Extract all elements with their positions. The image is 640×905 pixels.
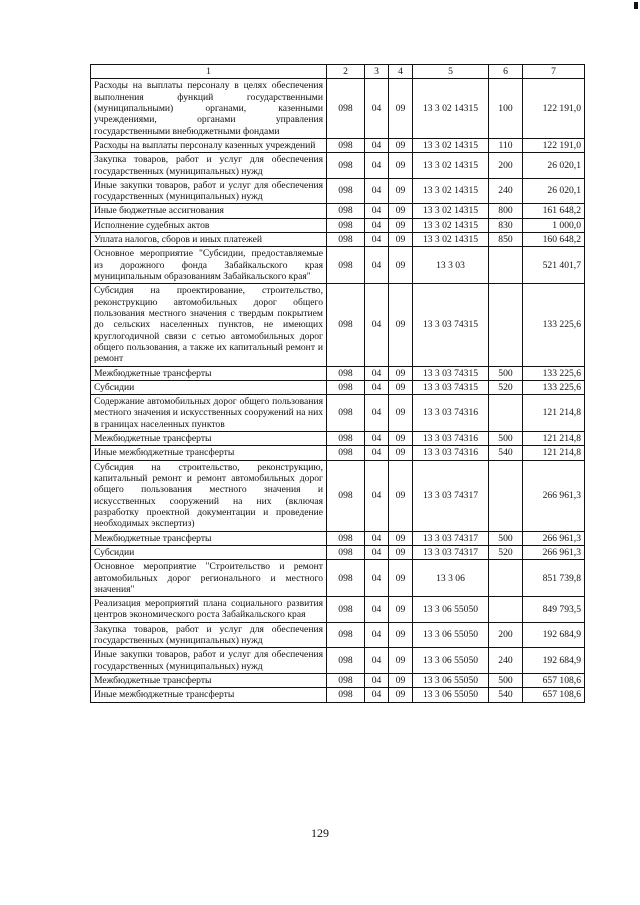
row-name-cell: Иные закупки товаров, работ и услуг для обеспечения государственных (муниципальных) нужд <box>91 648 327 674</box>
row-name-cell: Закупка товаров, работ и услуг для обеспечения государственных (муниципальных) нужд <box>91 153 327 179</box>
code-subsection-cell: 09 <box>389 153 413 179</box>
amount-cell: 1 000,0 <box>523 218 585 232</box>
code-target-cell: 13 3 03 74317 <box>413 460 489 531</box>
code-subsection-cell: 09 <box>389 178 413 204</box>
code-expense-type-cell: 540 <box>489 688 523 702</box>
code-subsection-cell: 09 <box>389 674 413 688</box>
table-row <box>91 178 585 204</box>
code-target-cell: 13 3 06 <box>413 560 489 597</box>
table-row <box>91 545 585 559</box>
amount-cell: 122 191,0 <box>523 79 585 139</box>
code-expense-type-cell: 500 <box>489 432 523 446</box>
table-row <box>91 648 585 674</box>
code-expense-type-cell: 830 <box>489 218 523 232</box>
col-header-1: 1 <box>91 65 327 79</box>
row-name-cell: Содержание автомобильных дорог общего пользования местного значения и искусственных сооружений на них в границах населенных пунктов <box>91 395 327 432</box>
table-row <box>91 597 585 623</box>
code-subsection-cell: 09 <box>389 218 413 232</box>
row-name-cell: Иные закупки товаров, работ и услуг для обеспечения государственных (муниципальных) нужд <box>91 178 327 204</box>
code-expense-type-cell <box>489 560 523 597</box>
amount-cell: 133 225,6 <box>523 284 585 366</box>
code-subsection-cell: 09 <box>389 366 413 380</box>
code-subsection-cell: 09 <box>389 446 413 460</box>
table-row <box>91 380 585 394</box>
amount-cell: 266 961,3 <box>523 531 585 545</box>
code-expense-type-cell <box>489 284 523 366</box>
code-expense-type-cell: 500 <box>489 674 523 688</box>
code-subsection-cell: 09 <box>389 79 413 139</box>
row-name-cell: Межбюджетные трансферты <box>91 432 327 446</box>
code-admin-cell: 098 <box>327 674 365 688</box>
code-section-cell: 04 <box>365 138 389 152</box>
code-target-cell: 13 3 03 74317 <box>413 545 489 559</box>
code-subsection-cell: 09 <box>389 560 413 597</box>
corner-scan-mark <box>634 2 638 9</box>
code-expense-type-cell: 200 <box>489 622 523 648</box>
code-subsection-cell: 09 <box>389 648 413 674</box>
code-subsection-cell: 09 <box>389 204 413 218</box>
code-admin-cell: 098 <box>327 204 365 218</box>
row-name-cell: Межбюджетные трансферты <box>91 366 327 380</box>
code-section-cell: 04 <box>365 560 389 597</box>
code-expense-type-cell: 850 <box>489 233 523 247</box>
page-number: 129 <box>311 826 329 840</box>
code-section-cell: 04 <box>365 648 389 674</box>
row-name-cell: Основное мероприятие "Субсидии, предоставляемые из дорожного фонда Забайкальского края муниципальным образованиям Забайкальского края" <box>91 247 327 284</box>
code-expense-type-cell <box>489 395 523 432</box>
code-admin-cell: 098 <box>327 460 365 531</box>
table-row <box>91 233 585 247</box>
table-row <box>91 79 585 139</box>
code-expense-type-cell: 240 <box>489 648 523 674</box>
code-expense-type-cell: 110 <box>489 138 523 152</box>
code-subsection-cell: 09 <box>389 545 413 559</box>
code-section-cell: 04 <box>365 531 389 545</box>
col-header-5: 5 <box>413 65 489 79</box>
code-admin-cell: 098 <box>327 79 365 139</box>
amount-cell: 266 961,3 <box>523 545 585 559</box>
code-subsection-cell: 09 <box>389 247 413 284</box>
amount-cell: 121 214,8 <box>523 395 585 432</box>
code-expense-type-cell <box>489 247 523 284</box>
amount-cell: 121 214,8 <box>523 446 585 460</box>
code-subsection-cell: 09 <box>389 432 413 446</box>
amount-cell: 521 401,7 <box>523 247 585 284</box>
code-admin-cell: 098 <box>327 380 365 394</box>
code-subsection-cell: 09 <box>389 380 413 394</box>
amount-cell: 657 108,6 <box>523 674 585 688</box>
amount-cell: 26 020,1 <box>523 153 585 179</box>
code-expense-type-cell: 200 <box>489 153 523 179</box>
table-row <box>91 560 585 597</box>
row-name-cell: Субсидия на проектирование, строительство, реконструкцию автомобильных дорог общего пользования местного значения с твердым покрытием до сельских населенных пунктов, не имеющих круглогодичной связи с сетью автомобильных дорог общего пользования, а также их капитальный ремонт и ремонт <box>91 284 327 366</box>
code-subsection-cell: 09 <box>389 395 413 432</box>
code-admin-cell: 098 <box>327 366 365 380</box>
col-header-2: 2 <box>327 65 365 79</box>
row-name-cell: Реализация мероприятий плана социального развития центров экономического роста Забайкальского края <box>91 597 327 623</box>
amount-cell: 266 961,3 <box>523 460 585 531</box>
table-row <box>91 153 585 179</box>
row-name-cell: Межбюджетные трансферты <box>91 531 327 545</box>
code-expense-type-cell: 520 <box>489 545 523 559</box>
code-section-cell: 04 <box>365 366 389 380</box>
row-name-cell: Закупка товаров, работ и услуг для обеспечения государственных (муниципальных) нужд <box>91 622 327 648</box>
code-admin-cell: 098 <box>327 545 365 559</box>
table-row <box>91 531 585 545</box>
col-header-3: 3 <box>365 65 389 79</box>
code-target-cell: 13 3 02 14315 <box>413 153 489 179</box>
table-row <box>91 674 585 688</box>
amount-cell: 849 793,5 <box>523 597 585 623</box>
code-expense-type-cell: 500 <box>489 531 523 545</box>
code-section-cell: 04 <box>365 688 389 702</box>
code-target-cell: 13 3 03 74316 <box>413 395 489 432</box>
row-name-cell: Исполнение судебных актов <box>91 218 327 232</box>
code-target-cell: 13 3 06 55050 <box>413 622 489 648</box>
code-section-cell: 04 <box>365 622 389 648</box>
code-section-cell: 04 <box>365 233 389 247</box>
row-name-cell: Иные межбюджетные трансферты <box>91 446 327 460</box>
code-expense-type-cell <box>489 460 523 531</box>
amount-cell: 121 214,8 <box>523 432 585 446</box>
header-row <box>91 65 585 79</box>
row-name-cell: Межбюджетные трансферты <box>91 674 327 688</box>
code-section-cell: 04 <box>365 284 389 366</box>
row-name-cell: Субсидия на строительство, реконструкцию, капитальный ремонт и ремонт автомобильных дорог общего пользования местного значения и искусственных сооружений на них (включая разработку проектной документации и проведение необходимых экспертиз) <box>91 460 327 531</box>
code-subsection-cell: 09 <box>389 460 413 531</box>
code-expense-type-cell: 240 <box>489 178 523 204</box>
code-admin-cell: 098 <box>327 218 365 232</box>
code-admin-cell: 098 <box>327 560 365 597</box>
code-expense-type-cell: 540 <box>489 446 523 460</box>
code-target-cell: 13 3 06 55050 <box>413 648 489 674</box>
row-name-cell: Иные бюджетные ассигнования <box>91 204 327 218</box>
code-expense-type-cell: 520 <box>489 380 523 394</box>
code-admin-cell: 098 <box>327 233 365 247</box>
code-subsection-cell: 09 <box>389 531 413 545</box>
code-target-cell: 13 3 03 74315 <box>413 366 489 380</box>
code-section-cell: 04 <box>365 432 389 446</box>
code-admin-cell: 098 <box>327 688 365 702</box>
code-expense-type-cell <box>489 597 523 623</box>
code-admin-cell: 098 <box>327 138 365 152</box>
code-section-cell: 04 <box>365 178 389 204</box>
code-admin-cell: 098 <box>327 531 365 545</box>
code-target-cell: 13 3 03 74315 <box>413 284 489 366</box>
amount-cell: 160 648,2 <box>523 233 585 247</box>
code-target-cell: 13 3 03 <box>413 247 489 284</box>
col-header-7: 7 <box>523 65 585 79</box>
table-row <box>91 432 585 446</box>
code-admin-cell: 098 <box>327 284 365 366</box>
code-target-cell: 13 3 03 74316 <box>413 446 489 460</box>
table-row <box>91 284 585 366</box>
code-admin-cell: 098 <box>327 622 365 648</box>
table-row <box>91 218 585 232</box>
code-subsection-cell: 09 <box>389 138 413 152</box>
code-expense-type-cell: 100 <box>489 79 523 139</box>
code-expense-type-cell: 800 <box>489 204 523 218</box>
code-admin-cell: 098 <box>327 247 365 284</box>
table-row <box>91 622 585 648</box>
budget-table <box>90 64 585 703</box>
code-target-cell: 13 3 02 14315 <box>413 233 489 247</box>
code-section-cell: 04 <box>365 204 389 218</box>
code-target-cell: 13 3 06 55050 <box>413 674 489 688</box>
code-target-cell: 13 3 03 74315 <box>413 380 489 394</box>
code-section-cell: 04 <box>365 380 389 394</box>
row-name-cell: Основное мероприятие "Строительство и ремонт автомобильных дорог регионального и местного значения" <box>91 560 327 597</box>
code-target-cell: 13 3 06 55050 <box>413 597 489 623</box>
code-section-cell: 04 <box>365 395 389 432</box>
amount-cell: 26 020,1 <box>523 178 585 204</box>
table-row <box>91 688 585 702</box>
amount-cell: 161 648,2 <box>523 204 585 218</box>
code-subsection-cell: 09 <box>389 233 413 247</box>
code-target-cell: 13 3 03 74316 <box>413 432 489 446</box>
code-expense-type-cell: 500 <box>489 366 523 380</box>
code-section-cell: 04 <box>365 597 389 623</box>
code-admin-cell: 098 <box>327 153 365 179</box>
code-subsection-cell: 09 <box>389 622 413 648</box>
table-row <box>91 395 585 432</box>
code-section-cell: 04 <box>365 545 389 559</box>
code-target-cell: 13 3 02 14315 <box>413 178 489 204</box>
amount-cell: 122 191,0 <box>523 138 585 152</box>
row-name-cell: Расходы на выплаты персоналу казенных учреждений <box>91 138 327 152</box>
amount-cell: 192 684,9 <box>523 622 585 648</box>
row-name-cell: Иные межбюджетные трансферты <box>91 688 327 702</box>
row-name-cell: Субсидии <box>91 545 327 559</box>
amount-cell: 133 225,6 <box>523 380 585 394</box>
code-target-cell: 13 3 02 14315 <box>413 218 489 232</box>
table-row <box>91 204 585 218</box>
code-admin-cell: 098 <box>327 395 365 432</box>
code-target-cell: 13 3 02 14315 <box>413 138 489 152</box>
code-admin-cell: 098 <box>327 597 365 623</box>
code-target-cell: 13 3 02 14315 <box>413 204 489 218</box>
table-row <box>91 446 585 460</box>
row-name-cell: Уплата налогов, сборов и иных платежей <box>91 233 327 247</box>
code-section-cell: 04 <box>365 674 389 688</box>
code-section-cell: 04 <box>365 460 389 531</box>
code-subsection-cell: 09 <box>389 284 413 366</box>
code-section-cell: 04 <box>365 446 389 460</box>
amount-cell: 192 684,9 <box>523 648 585 674</box>
amount-cell: 133 225,6 <box>523 366 585 380</box>
code-subsection-cell: 09 <box>389 597 413 623</box>
table-row <box>91 138 585 152</box>
code-target-cell: 13 3 06 55050 <box>413 688 489 702</box>
code-admin-cell: 098 <box>327 432 365 446</box>
col-header-6: 6 <box>489 65 523 79</box>
code-section-cell: 04 <box>365 153 389 179</box>
row-name-cell: Расходы на выплаты персоналу в целях обеспечения выполнения функций государственными (муниципальными) органами, казенными учреждениями, органами управления государственными внебюджетными фондами <box>91 79 327 139</box>
row-name-cell: Субсидии <box>91 380 327 394</box>
table-row <box>91 460 585 531</box>
code-admin-cell: 098 <box>327 648 365 674</box>
code-subsection-cell: 09 <box>389 688 413 702</box>
table-row <box>91 366 585 380</box>
code-target-cell: 13 3 02 14315 <box>413 79 489 139</box>
code-target-cell: 13 3 03 74317 <box>413 531 489 545</box>
code-section-cell: 04 <box>365 79 389 139</box>
code-section-cell: 04 <box>365 218 389 232</box>
table-row <box>91 247 585 284</box>
code-section-cell: 04 <box>365 247 389 284</box>
amount-cell: 851 739,8 <box>523 560 585 597</box>
col-header-4: 4 <box>389 65 413 79</box>
amount-cell: 657 108,6 <box>523 688 585 702</box>
code-admin-cell: 098 <box>327 178 365 204</box>
code-admin-cell: 098 <box>327 446 365 460</box>
